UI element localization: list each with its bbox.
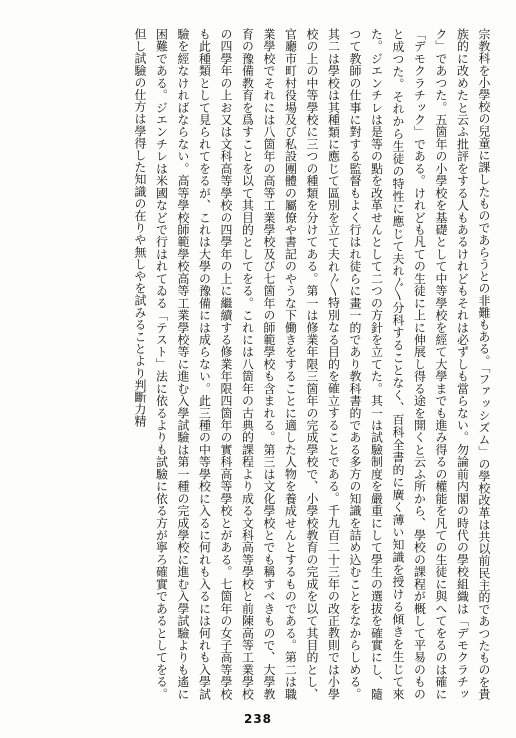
page-number: 238 xyxy=(243,712,273,726)
vertical-body-text xyxy=(22,28,494,700)
body-paragraph: 宗教科を小學校の兒童に課したものであらうとの非難もある。「ファッシズム」の學校改革は共以前民主的であつたものを貴族的に改めたと云ふ批評をする人もあるけれどもそれは必ずしも當らない。勿論前内閣の時代の學校組織は「デモクラチック」であつた。五箇年の小學校を基礎として中等學校を經て大學までも進み得るの權能を凡ての生徒に與へてをるのは確に「デモクラチック」である。けれども凡ての生徒に上に伸展し得る途を開くと云ふ所から、學校の課程が概して平易のものと成つた。それから生徒の特性に應じて夫れ〲分科することなく、百科全書的に廣く薄い知識を授ける傾きを生じて來た。ジエンチレは是等の點を改革せんとして二つの方針を立てた。其一は試驗制度を嚴重にして學生の選拔を確實にし、隨つて教師の仕事に對する監督もよく行はれ徒らに畫一的であり教科書的である多方の知識を詰め込むことをなからしめる。其二は學校は其種類に應じて區別を立て夫れ〲特別なる目的を確立することである。千九百二十三年の改正教則では小學校の上の中等學校に三つの種類を分けてある。第一は修業年限三箇年の完成學校で、小學校教育の完成を以て其目的とし、官廳市町村役場及び私設團體の屬僚や書記のやうな下働きをすることに適した人物を養成せんとするものである。第二は職業學校でそれには八箇年の高等工業學校及び七箇年の師範學校も含まれる。第三は文化學校とでも稱すべきもので、大學教育の豫備教育を爲すことを以て其目的としてをる。これには八箇年の古典的課程より成る文科高等學校と前陳高等工業學校の四學年の上お又は文科高等學校の四學年の上に繼續する修業年限四箇年の實科高等學校とがある。七箇年の女子高等學校も此種類として見られてをるが、これは大學の豫備には成らない。此三種の中等學校に入るに何れも入るには何れも入學試驗を經なければならない。高等學校師範學校高等工業學校等に進む入學試驗は第一種の完成學校に進む入學試驗よりも遙に困難である。ジエンチレは米國などで行はれてゐる「テスト」法に依るよりも試驗に依る方が寧ろ確實であるとしてをる。但し試驗の仕方は學得した知識の在りや無しやを試みることより判斷力精 xyxy=(133,28,491,700)
